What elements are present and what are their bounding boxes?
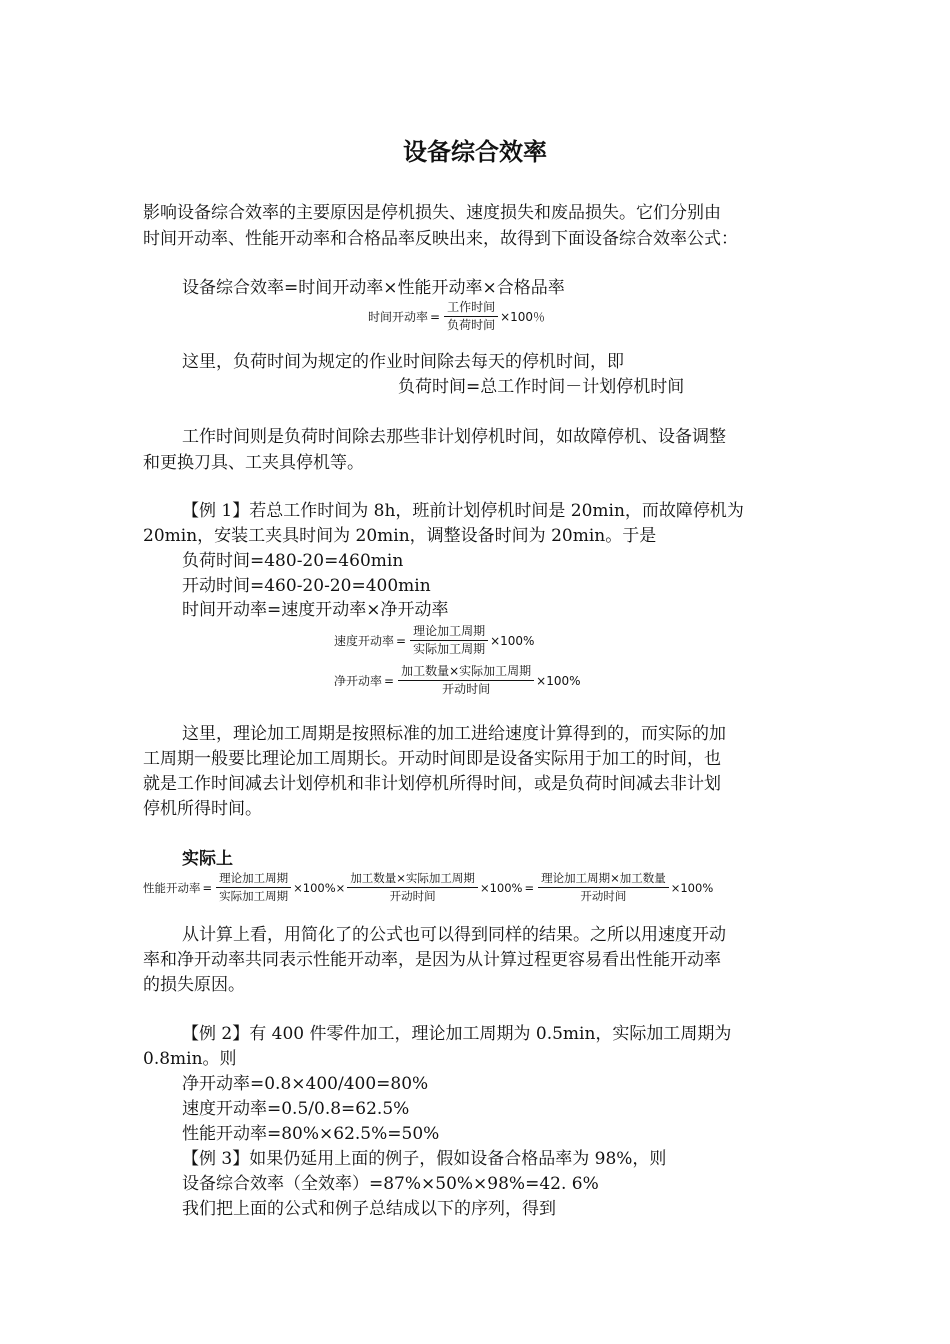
simplify-line-3: 的损失原因。 bbox=[143, 975, 245, 995]
fraction bbox=[398, 664, 534, 697]
load-time-formula: 负荷时间=总工作时间－计划停机时间 bbox=[398, 377, 685, 397]
example3-calc: 设备综合效率（全效率）=87%×50%×98%=42. 6% bbox=[182, 1174, 599, 1194]
cycle-line-3: 就是工作时间减去计划停机和非计划停机所得时间，或是负荷时间减去非计划 bbox=[143, 774, 721, 794]
simplify-line-2: 率和净开动率共同表示性能开动率，是因为从计算过程更容易看出性能开动率 bbox=[143, 950, 721, 970]
formula-time-rate bbox=[368, 300, 545, 333]
fraction-numerator: 加工数量×实际加工周期 bbox=[398, 664, 534, 681]
work-time-line-1: 工作时间则是负荷时间除去那些非计划停机时间，如故障停机、设备调整 bbox=[182, 427, 726, 447]
section-heading-actual: 实际上 bbox=[182, 849, 233, 869]
fraction-numerator: 加工数量×实际加工周期 bbox=[347, 871, 478, 888]
example1-calc-3: 时间开动率=速度开动率×净开动率 bbox=[182, 600, 449, 620]
fraction-denominator: 开动时间 bbox=[389, 889, 436, 903]
formula-equals: = bbox=[430, 309, 441, 324]
example2-line-1: 【例 2】有 400 件零件加工，理论加工周期为 0.5min，实际加工周期为 bbox=[182, 1024, 732, 1044]
formula-lhs: 性能开动率 bbox=[143, 880, 201, 895]
fraction-denominator: 实际加工周期 bbox=[219, 889, 289, 903]
formula-tail: ×100% bbox=[536, 673, 581, 688]
formula-lhs: 速度开动率 bbox=[334, 634, 395, 648]
formula-tail: ×100％ bbox=[500, 310, 546, 324]
fraction-numerator: 理论加工周期 bbox=[410, 624, 488, 641]
cycle-line-4: 停机所得时间。 bbox=[143, 799, 262, 819]
fraction-numerator: 工作时间 bbox=[444, 300, 498, 317]
intro-line-1: 影响设备综合效率的主要原因是停机损失、速度损失和废品损失。它们分别由 bbox=[143, 203, 721, 223]
formula-main: 设备综合效率=时间开动率×性能开动率×合格品率 bbox=[182, 278, 565, 298]
example1-calc-2: 开动时间=460-20-20=400min bbox=[182, 576, 431, 596]
load-time-note: 这里，负荷时间为规定的作业时间除去每天的停机时间，即 bbox=[182, 352, 624, 372]
simplify-line-1: 从计算上看，用简化了的公式也可以得到同样的结果。之所以用速度开动 bbox=[182, 925, 726, 945]
fraction-denominator: 实际加工周期 bbox=[413, 642, 486, 656]
cycle-line-2: 工周期一般要比理论加工周期长。开动时间即是设备实际用于加工的时间，也 bbox=[143, 749, 721, 769]
formula-equals: = bbox=[396, 633, 407, 648]
formula-lhs: 时间开动率 bbox=[368, 310, 429, 324]
fraction-denominator: 开动时间 bbox=[580, 889, 627, 903]
formula-tail: ×100% bbox=[670, 880, 714, 895]
fraction bbox=[444, 300, 498, 333]
formula-tail: ×100% bbox=[490, 633, 535, 648]
fraction-1 bbox=[216, 871, 291, 904]
example1-calc-1: 负荷时间=480-20=460min bbox=[182, 551, 404, 571]
formula-mid-2: ×100% bbox=[479, 880, 523, 895]
fraction-3 bbox=[538, 871, 669, 904]
formula-lhs: 净开动率 bbox=[334, 674, 383, 688]
cycle-line-1: 这里，理论加工周期是按照标准的加工进给速度计算得到的，而实际的加 bbox=[182, 724, 726, 744]
fraction-2 bbox=[347, 871, 478, 904]
fraction-numerator: 理论加工周期×加工数量 bbox=[538, 871, 669, 888]
formula-speed-rate bbox=[334, 624, 534, 657]
example2-calc-1: 净开动率=0.8×400/400=80% bbox=[182, 1074, 429, 1094]
fraction-denominator: 开动时间 bbox=[442, 682, 491, 696]
formula-equals-2: = bbox=[524, 880, 535, 895]
formula-equals: = bbox=[384, 673, 395, 688]
fraction bbox=[410, 624, 488, 657]
fraction-denominator: 负荷时间 bbox=[447, 318, 496, 332]
example2-calc-2: 速度开动率=0.5/0.8=62.5% bbox=[182, 1099, 410, 1119]
formula-equals: = bbox=[202, 880, 213, 895]
example1-line-2: 20min，安装工夹具时间为 20min，调整设备时间为 20min。于是 bbox=[143, 526, 657, 546]
example3-line: 【例 3】如果仍延用上面的例子，假如设备合格品率为 98%，则 bbox=[182, 1149, 667, 1169]
closing-line: 我们把上面的公式和例子总结成以下的序列，得到 bbox=[182, 1199, 556, 1219]
formula-net-rate bbox=[334, 664, 581, 697]
example2-line-2: 0.8min。则 bbox=[143, 1049, 237, 1069]
work-time-line-2: 和更换刀具、工夹具停机等。 bbox=[143, 453, 364, 473]
formula-performance-rate bbox=[143, 871, 713, 904]
page-title: 设备综合效率 bbox=[403, 138, 547, 166]
example2-calc-3: 性能开动率=80%×62.5%=50% bbox=[182, 1124, 440, 1144]
formula-mid-1: ×100%× bbox=[293, 880, 346, 895]
fraction-numerator: 理论加工周期 bbox=[216, 871, 291, 888]
example1-line-1: 【例 1】若总工作时间为 8h，班前计划停机时间是 20min，而故障停机为 bbox=[182, 501, 744, 521]
intro-line-2: 时间开动率、性能开动率和合格品率反映出来，故得到下面设备综合效率公式： bbox=[143, 229, 738, 249]
